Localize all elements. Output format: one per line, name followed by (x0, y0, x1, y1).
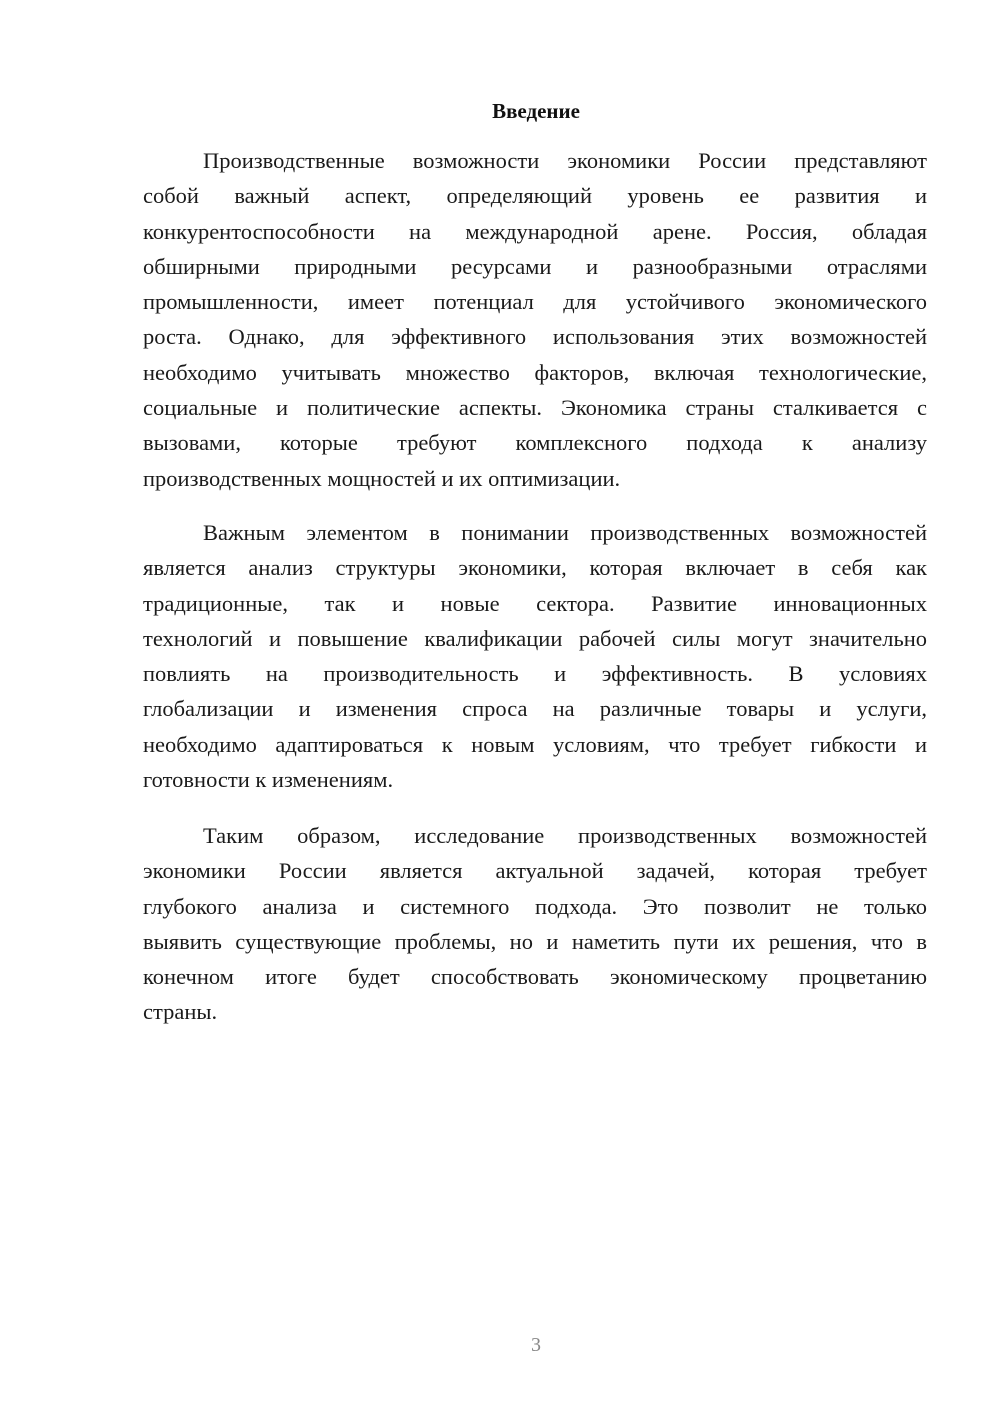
paragraph-line: промышленности, имеет потенциал для устойчивого экономического (143, 289, 927, 315)
paragraph-line: конечном итоге будет способствовать экономическому процветанию (143, 964, 927, 990)
paragraph-line: является анализ структуры экономики, которая включает в себя как (143, 555, 927, 581)
paragraph-line: экономики России является актуальной задачей, которая требует (143, 858, 927, 884)
paragraph-line: роста. Однако, для эффективного использования этих возможностей (143, 324, 927, 350)
paragraph-line: Производственные возможности экономики России представляют (203, 148, 927, 173)
paragraph-line: необходимо адаптироваться к новым условиям, что требует гибкости и (143, 731, 927, 757)
paragraph-line: обширными природными ресурсами и разнообразными отраслями (143, 253, 927, 279)
paragraph-line: выявить существующие проблемы, но и наметить пути их решения, что в (143, 928, 927, 954)
paragraph-line: готовности к изменениям. (143, 767, 394, 793)
paragraph-line: технологий и повышение квалификации рабочей силы могут значительно (143, 625, 927, 651)
paragraph-3 (143, 818, 927, 1030)
paragraph-line: повлиять на производительность и эффективность. В условиях (143, 661, 927, 687)
paragraph-2 (143, 515, 927, 797)
page-number: 3 (531, 1334, 541, 1356)
paragraph-1 (143, 143, 927, 496)
paragraph-line: социальные и политические аспекты. Экономика страны сталкивается с (143, 395, 927, 421)
paragraph-line: производственных мощностей и их оптимизации. (143, 465, 621, 491)
paragraph-line: вызовами, которые требуют комплексного подхода к анализу (143, 430, 927, 456)
paragraph-line: Важным элементом в понимании производственных возможностей (203, 520, 927, 545)
paragraph-line: традиционные, так и новые сектора. Развитие инновационных (143, 590, 927, 616)
paragraph-line: Таким образом, исследование производственных возможностей (203, 823, 927, 848)
paragraph-line: конкурентоспособности на международной арене. Россия, обладая (143, 218, 927, 244)
paragraph-line: глубокого анализа и системного подхода. Это позволит не только (143, 893, 927, 919)
paragraph-line: необходимо учитывать множество факторов, включая технологические, (143, 359, 927, 385)
paragraph-line: глобализации и изменения спроса на различные товары и услуги, (143, 696, 927, 722)
section-heading: Введение (492, 99, 580, 123)
paragraph-line: собой важный аспект, определяющий уровень ее развития и (143, 183, 927, 209)
paragraph-line: страны. (143, 999, 218, 1025)
